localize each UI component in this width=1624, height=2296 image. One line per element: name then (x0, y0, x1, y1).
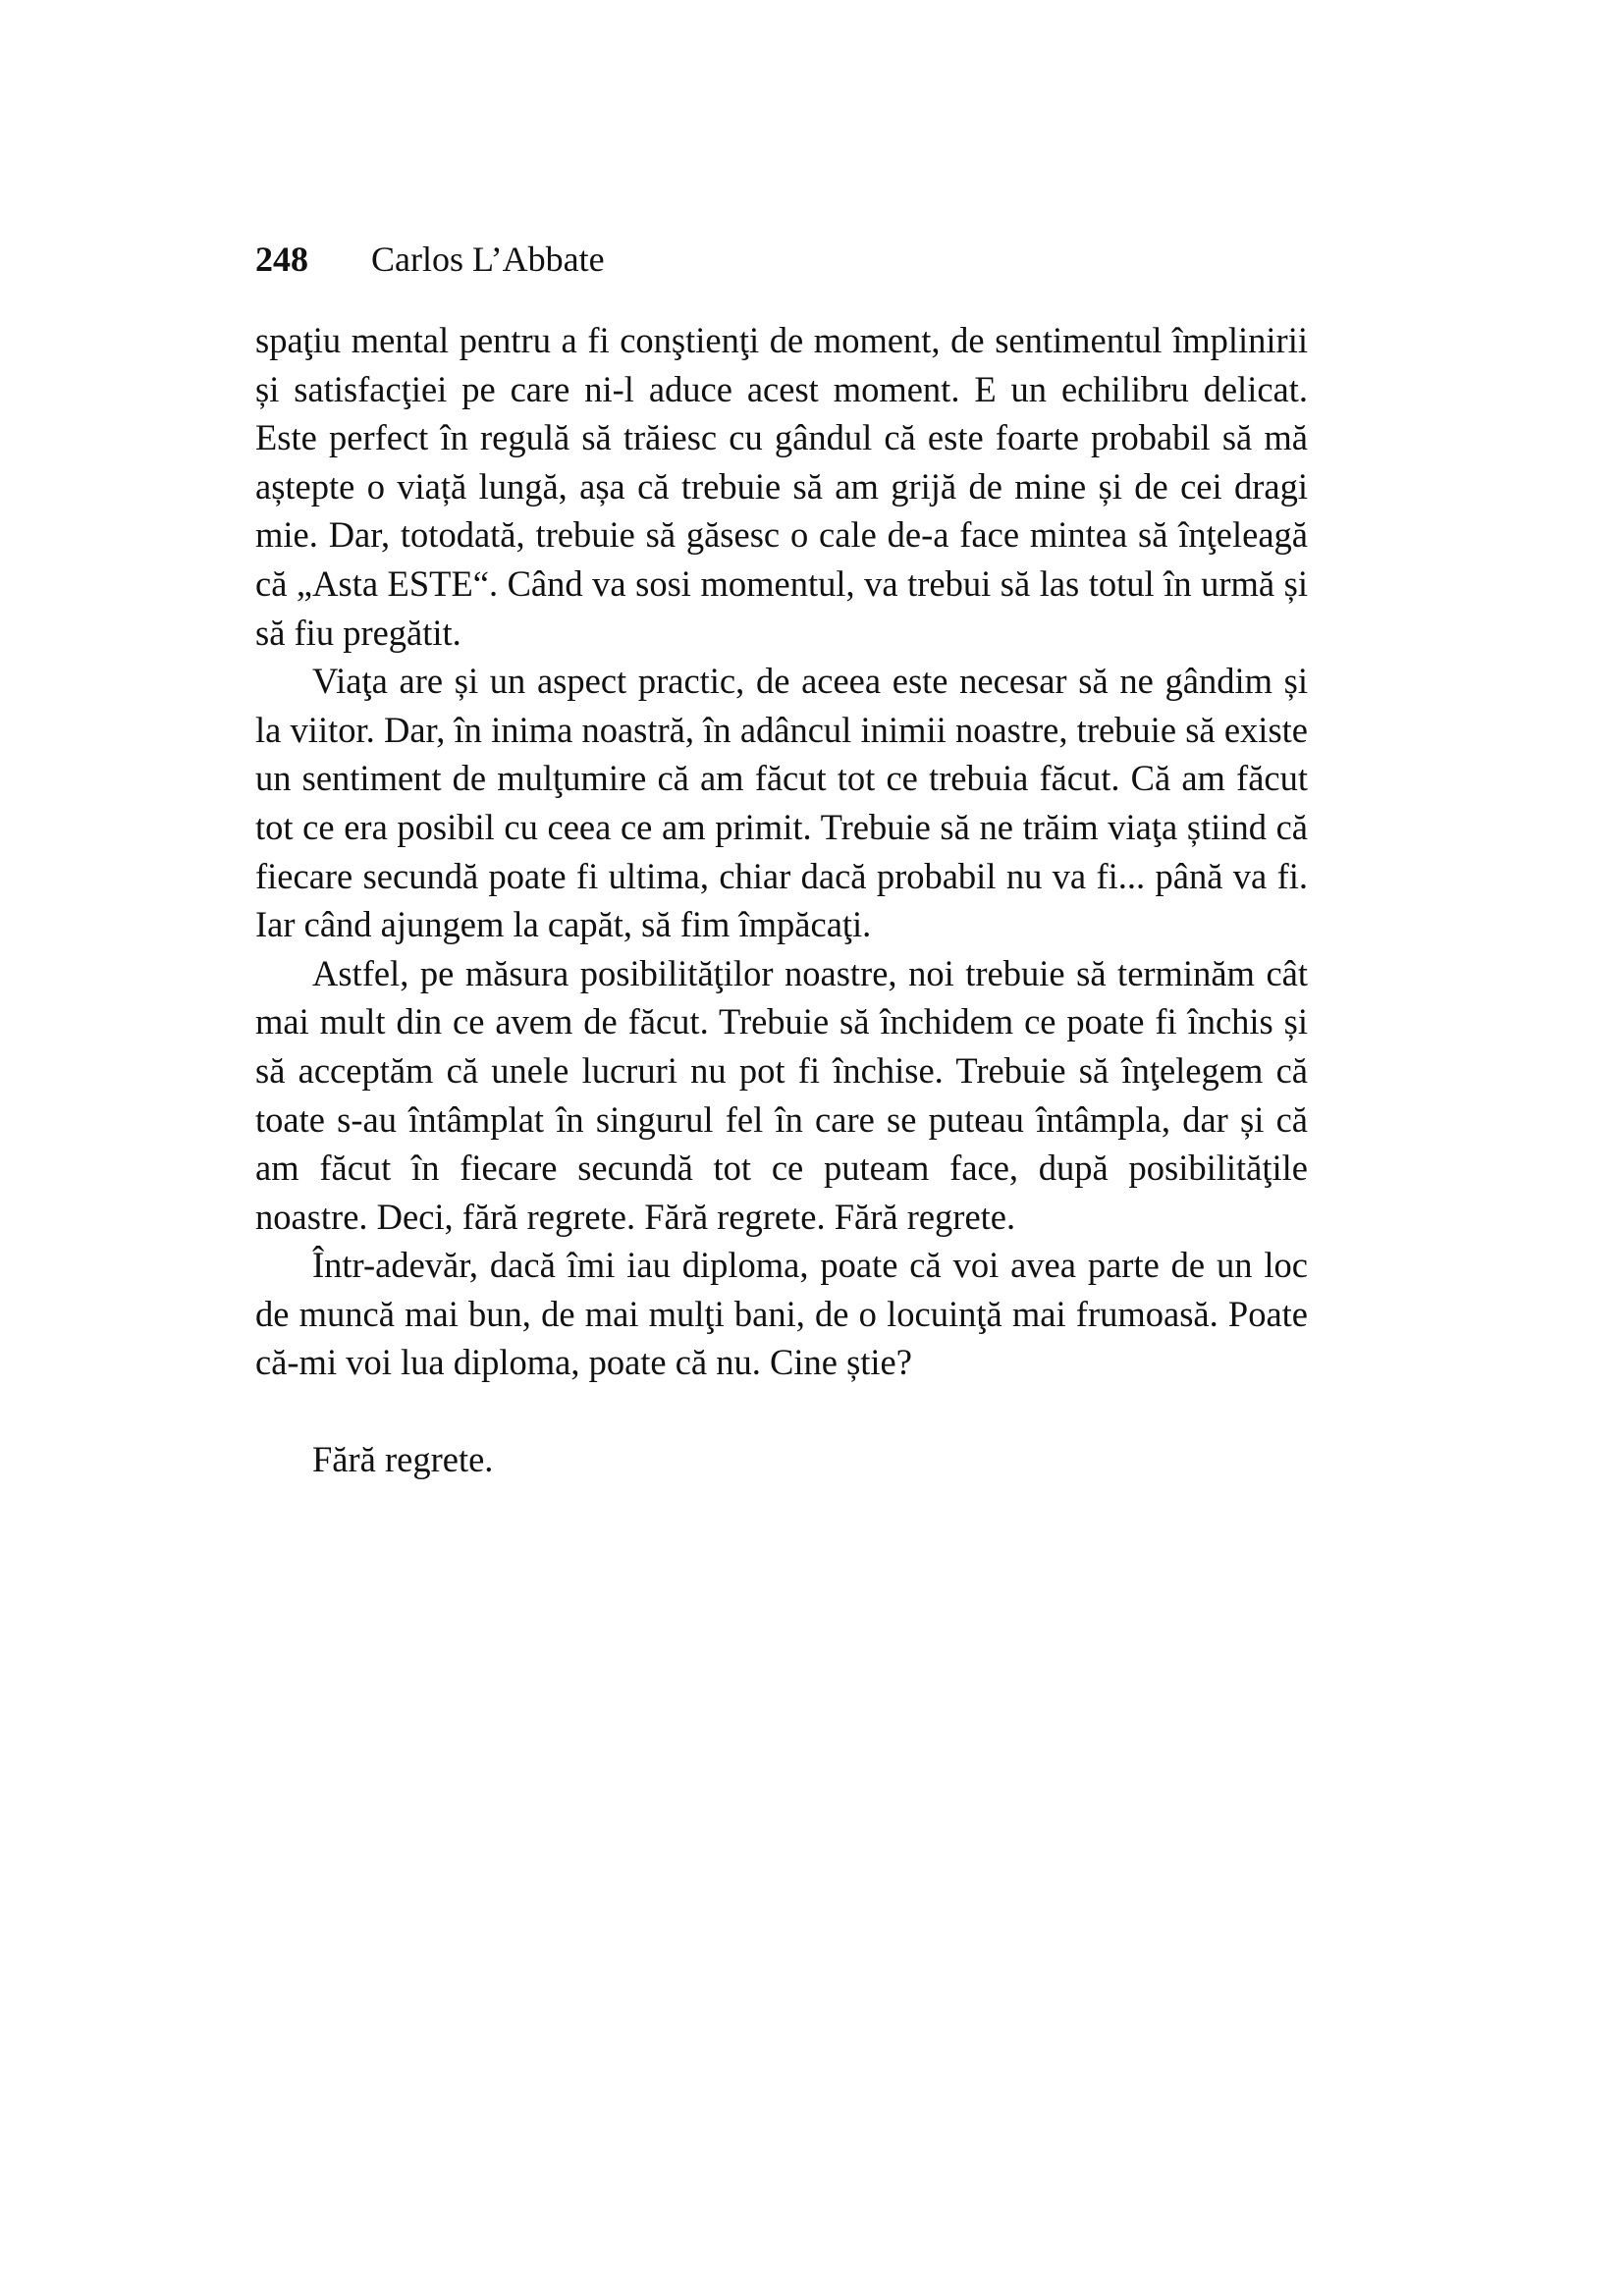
running-head (255, 236, 1308, 283)
paragraph-2: Viaţa are și un aspect practic, de aceea este necesar să ne gândim și la viitor. Dar, în inima noastră, în adâncul inimii noastre, trebuie să existe un sentiment de mulţumire că am făcut tot ce trebuia făcut. Că am făcut tot ce era posibil cu ceea ce am primit. Trebuie să ne trăim viaţa știind că fiecare secundă poate fi ultima, chiar dacă probabil nu va fi... până va fi. Iar când ajungem la capăt, să fim împăcaţi. (255, 661, 1308, 945)
running-head-author: Carlos L’Abbate (371, 240, 605, 279)
closing-line: Fără regrete. (312, 1439, 494, 1480)
book-page (255, 236, 1308, 1484)
paragraph-4: Într-adevăr, dacă îmi iau diploma, poate că voi avea parte de un loc de muncă mai bun, de mai mulţi bani, de o locuinţă mai frumoasă. Poate că-mi voi lua diploma, poate că nu. Cine știe? (255, 1245, 1308, 1383)
body-text (255, 316, 1308, 1484)
page-number: 248 (255, 240, 308, 279)
paragraph-3: Astfel, pe măsura posibilităţilor noastre, noi trebuie să terminăm cât mai mult din ce avem de făcut. Trebuie să închidem ce poate fi închis și să acceptăm că unele lucruri nu pot fi închise. Trebuie să înţelegem că toate s-au întâmplat în singurul fel în care se puteau întâmpla, dar și că am făcut în fiecare secundă tot ce puteam face, după posibilităţile noastre. Deci, fără regrete. Fără regrete. Fără regrete. (255, 952, 1308, 1237)
paragraph-1: spaţiu mental pentru a fi conştienţi de moment, de sentimentul împlinirii și satisfacţiei pe care ni-l aduce acest moment. E un echilibru delicat. Este perfect în regulă să trăiesc cu gândul că este foarte probabil să mă aștepte o viață lungă, așa că trebuie să am grijă de mine și de cei dragi mie. Dar, totodată, trebuie să găsesc o cale de-a face mintea să înţeleagă că „Asta ESTE“. Când va sosi momentul, va trebui să las totul în urmă și să fiu pregătit. (255, 320, 1308, 653)
